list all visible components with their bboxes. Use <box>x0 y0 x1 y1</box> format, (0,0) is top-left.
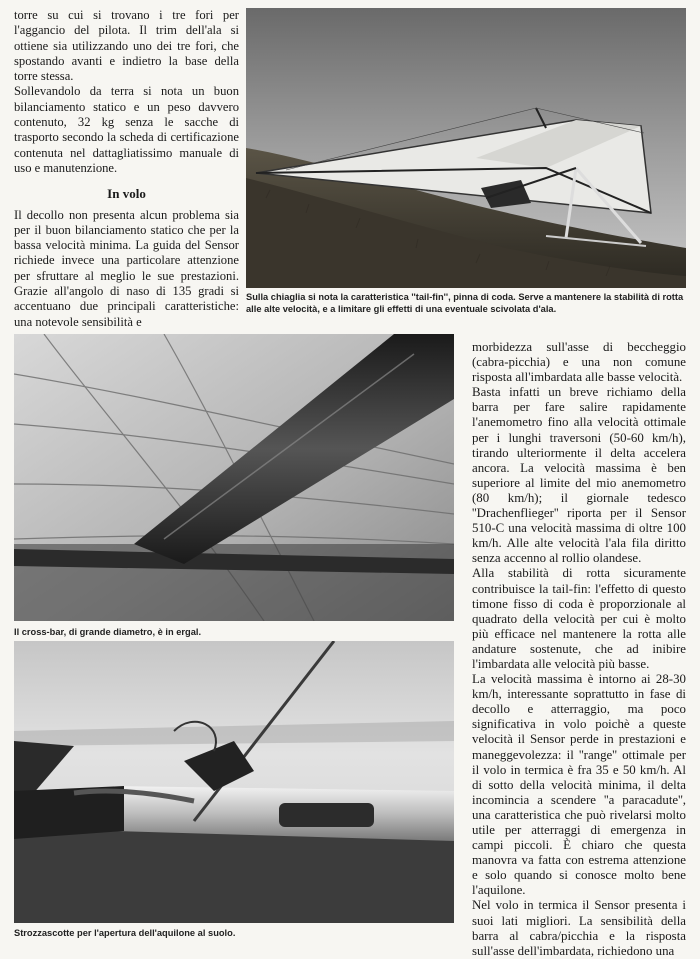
hang-glider-photo <box>246 8 686 288</box>
paragraph: torre su cui si trovano i tre fori per l'aggancio del pilota. Il trim dell'ala si ottiene sia utilizzando uno dei tre fori, che spostando avanti e indietro la base della torre stessa. <box>14 8 239 84</box>
paragraph: La velocità massima è intorno ai 28-30 km/h, interessante soprattutto in fase di decollo e atterraggio, ma poco significativa in volo poichè a queste velocità il Sensor perde in prestazioni e maneggevolezza: il ''range'' ottimale per il volo in termica è fra 35 e 50 km/h. Al di sotto della velocità minima, il delta incomincia a scendere ''a paracadute'', una caratteristica che può rivelarsi molto utile per atterraggi di emergenza in campi piccoli. È chiaro che questa manovra va fatta con estrema attenzione e solo quando si conosce molto bene l'aquilone. <box>472 672 686 898</box>
paragraph: Alla stabilità di rotta sicuramente contribuisce la tail-fin: l'effetto di questo timone fisso di coda è proporzionale al quadrato della velocità per cui è molto più efficace nel mantenere la rotta alle andature sostenute, che ad inibire l'imbardata alle velocità più basse. <box>472 566 686 671</box>
paragraph: morbidezza sull'asse di beccheggio (cabra-picchia) e una non comune risposta all'imbardata alle basse velocità. <box>472 340 686 385</box>
photo-caption: Il cross-bar, di grande diametro, è in ergal. <box>14 627 202 637</box>
sail-clip-photo <box>14 641 454 923</box>
section-heading: In volo <box>107 186 146 202</box>
paragraph: Il decollo non presenta alcun problema sia per il buon bilanciamento statico che per la bassa velocità minima. La guida del Sensor richiede invece una particolare attenzione per sfruttare al meglio le sue prestazioni. Grazie all'angolo di naso di 135 gradi si accentuano due principali caratteristiche: una notevole sensibilità e <box>14 207 239 329</box>
right-column-text <box>472 340 686 959</box>
photo-caption: Sulla chiaglia si nota la caratteristica ''tail-fin'', pinna di coda. Serve a mantenere la stabilità di rotta alle alte velocità, e a limitare gli effetti di una eventuale scivolata d'ala. <box>246 292 684 314</box>
photo-caption: Strozzascotte per l'apertura dell'aquilone al suolo. <box>14 928 236 938</box>
left-column-text <box>14 8 239 330</box>
cross-bar-photo <box>14 334 454 621</box>
paragraph: Nel volo in termica il Sensor presenta i suoi lati migliori. La sensibilità della barra al cabra/picchia e la risposta sull'asse dell'imbardata, richiedono una <box>472 898 686 958</box>
paragraph: Basta infatti un breve richiamo della barra per fare salire rapidamente l'anemometro fino alla velocità ottimale per i lunghi traversoni (50-60 km/h), tirando ulteriormente il delta accelera ancora. La velocità massima è ben superiore al limite del mio anemometro (80 km/h); il giornale tedesco ''Drachenflieger'' riporta per il Sensor 510-C una velocità massima di oltre 100 km/h. Alle alte velocità l'ala fila diritto senza accenno al rollio olandese. <box>472 385 686 566</box>
paragraph: Sollevandolo da terra si nota un buon bilanciamento statico e un peso davvero contenuto, 32 kg senza le sacche di trasporto secondo la scheda di certificazione contenuta nel dattagliatissimo manuale di uso e manutenzione. <box>14 84 239 175</box>
